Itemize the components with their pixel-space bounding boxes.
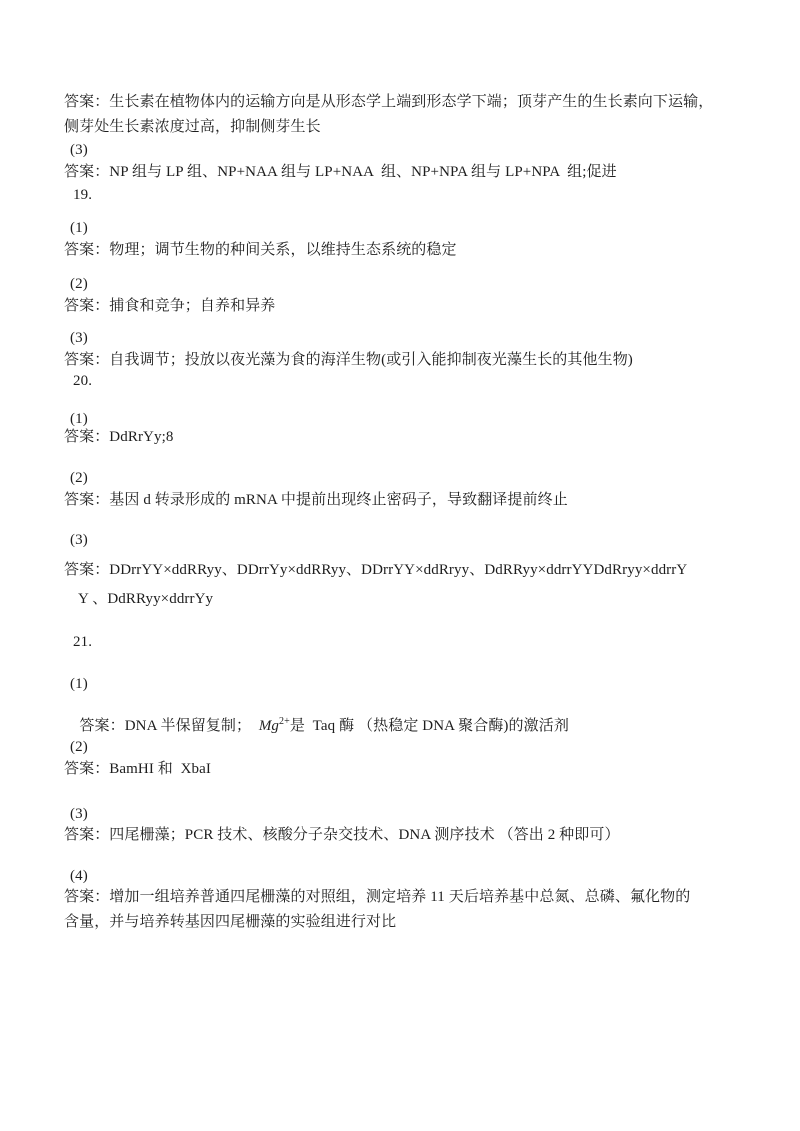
answer-line-wrap: Y 、DdRRyy×ddrrYy bbox=[78, 591, 214, 607]
answer-line: 答案：生长素在植物体内的运输方向是从形态学上端到形态学下端；顶芽产生的生长素向下运输， bbox=[64, 94, 714, 110]
sub-question-label: (1) bbox=[70, 676, 88, 692]
magnesium-symbol: Mg bbox=[258, 718, 280, 734]
sub-question-label: (4) bbox=[70, 868, 88, 884]
sub-question-label: (3) bbox=[70, 142, 88, 158]
answer-line: 答案：增加一组培养普通四尾栅藻的对照组，测定培养 11 天后培养基中总氮、总磷、氟化物的 bbox=[64, 889, 691, 905]
answer-line-formula bbox=[64, 699, 569, 753]
answer-line: 答案：DdRrYy;8 bbox=[64, 429, 174, 445]
sub-question-label: (2) bbox=[70, 276, 88, 292]
answer-line: 答案：基因 d 转录形成的 mRNA 中提前出现终止密码子，导致翻译提前终止 bbox=[64, 492, 568, 508]
question-number-20: 20. bbox=[73, 373, 93, 389]
question-number-21: 21. bbox=[73, 634, 93, 650]
answer-line-wrap: 侧芽处生长素浓度过高，抑制侧芽生长 bbox=[64, 119, 321, 135]
sub-question-label: (3) bbox=[70, 806, 88, 822]
answer-line: 答案：自我调节；投放以夜光藻为食的海洋生物(或引入能抑制夜光藻生长的其他生物) bbox=[64, 352, 633, 368]
question-number-19: 19. bbox=[73, 187, 93, 203]
answer-text-suffix: 是 Taq 酶 （热稳定 DNA 聚合酶)的激活剂 bbox=[289, 718, 569, 734]
answer-text-prefix: 答案：DNA 半保留复制； bbox=[79, 718, 259, 734]
sub-question-label: (3) bbox=[70, 330, 88, 346]
answer-line: 答案：四尾栅藻；PCR 技术、核酸分子杂交技术、DNA 测序技术 （答出 2 种即可） bbox=[64, 827, 620, 843]
sub-question-label: (3) bbox=[70, 532, 88, 548]
answer-line: 答案：捕食和竞争；自养和异养 bbox=[64, 298, 276, 314]
answer-line-wrap: 含量，并与培养转基因四尾栅藻的实验组进行对比 bbox=[64, 914, 397, 930]
sub-question-label: (1) bbox=[70, 411, 88, 427]
sub-question-label: (2) bbox=[70, 739, 88, 755]
sub-question-label: (1) bbox=[70, 220, 88, 236]
answer-line: 答案：NP 组与 LP 组、NP+NAA 组与 LP+NAA 组、NP+NPA 组与 LP+NPA 组;促进 bbox=[64, 164, 617, 180]
answer-line: 答案：物理；调节生物的种间关系，以维持生态系统的稳定 bbox=[64, 242, 457, 258]
sub-question-label: (2) bbox=[70, 470, 88, 486]
answer-line: 答案：DDrrYY×ddRRyy、DDrrYy×ddRRyy、DDrrYY×ddRryy、DdRRyy×ddrrYYDdRryy×ddrrY bbox=[64, 562, 688, 578]
answer-line: 答案：BamHI 和 XbaI bbox=[64, 761, 211, 777]
magnesium-charge-superscript: 2+ bbox=[279, 716, 290, 727]
